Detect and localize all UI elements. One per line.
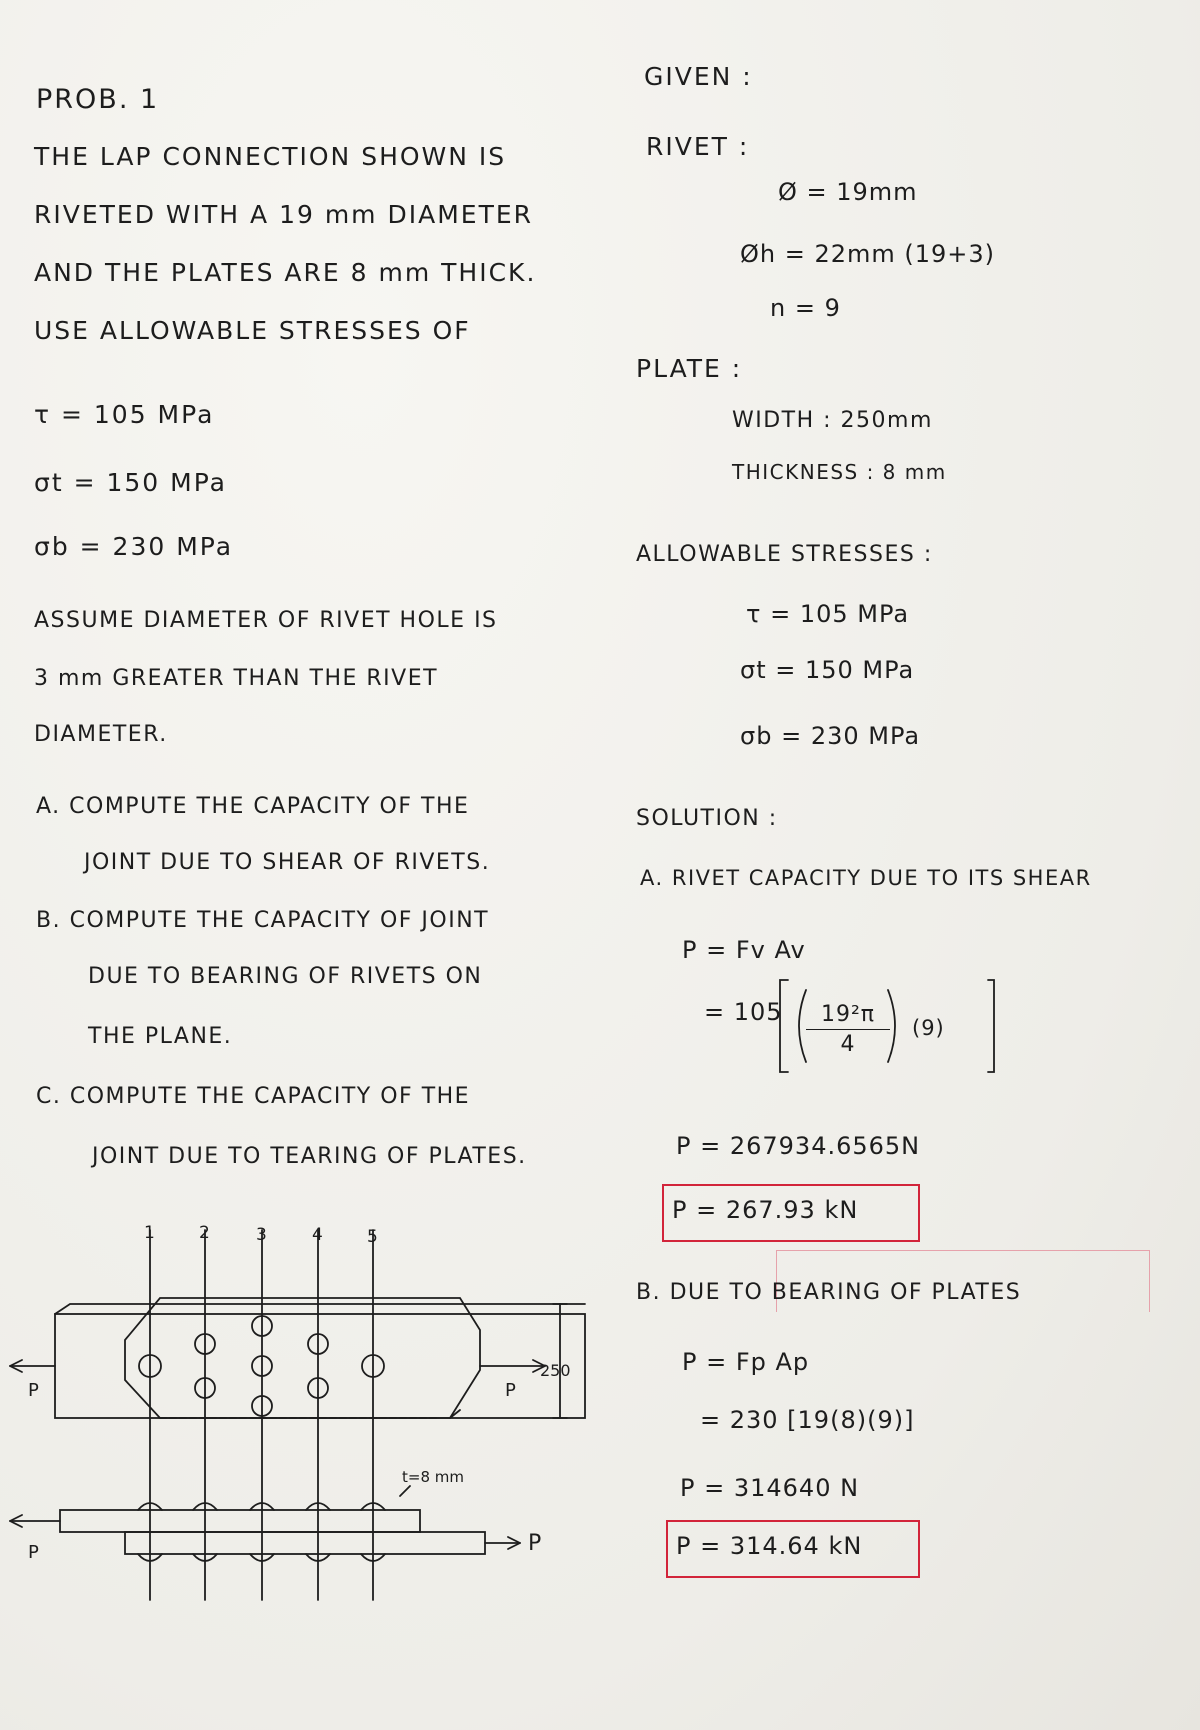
statement-line-4: USE ALLOWABLE STRESSES OF [34,316,471,345]
solution-a-heading: A. RIVET CAPACITY DUE TO ITS SHEAR [640,866,1092,890]
section-number-3: 3 [256,1225,267,1245]
side-plate-bottom [125,1532,485,1554]
section-number-2: 2 [199,1223,210,1243]
load-label-left: P [28,1380,39,1401]
assume-line-1: ASSUME DIAMETER OF RIVET HOLE IS [34,608,498,633]
section-number-1: 1 [144,1223,155,1243]
statement-line-3: AND THE PLATES ARE 8 mm THICK. [34,258,537,287]
stress-tau: τ = 105 MPa [34,400,215,429]
stress-sigma-b: σb = 230 MPa [34,532,234,561]
allowable-stresses-heading: ALLOWABLE STRESSES : [636,542,933,567]
solution-b-answer: P = 314.64 kN [676,1532,863,1560]
solution-b-formula: P = Fp Ap [682,1348,810,1376]
solution-a-rivet-count: (9) [912,1016,945,1040]
part-c-line-1: C. COMPUTE THE CAPACITY OF THE [36,1084,471,1109]
plate-thickness: THICKNESS : 8 mm [732,460,947,484]
load-label-side-right: P [528,1531,542,1556]
solution-b-substitution: = 230 [19(8)(9)] [700,1406,915,1434]
solution-b-heading: B. DUE TO BEARING OF PLATES [636,1280,1022,1305]
side-plate-top [60,1510,420,1532]
rivet-diameter: Ø = 19mm [778,178,918,206]
load-label-side-left: P [28,1542,39,1563]
solution-a-coefficient: = 105 [704,998,783,1026]
part-b-line-3: THE PLANE. [88,1024,233,1049]
part-a-line-2: JOINT DUE TO SHEAR OF RIVETS. [84,850,491,875]
solution-b-result: P = 314640 N [680,1474,860,1502]
statement-line-1: THE LAP CONNECTION SHOWN IS [34,142,507,171]
hole-diameter: Øh = 22mm (19+3) [740,240,996,268]
load-label-right: P [505,1380,516,1401]
solution-a-fraction [806,1002,890,1057]
solution-a-answer: P = 267.93 kN [672,1196,859,1224]
part-c-line-2: JOINT DUE TO TEARING OF PLATES. [92,1144,527,1169]
fraction-numerator: 19²π [806,1002,890,1030]
stress-sigma-t: σt = 150 MPa [34,468,227,497]
thickness-label: t=8 mm [402,1468,464,1486]
part-b-line-2: DUE TO BEARING OF RIVETS ON [88,964,483,989]
given-sigma-b: σb = 230 MPa [740,722,921,750]
solution-a-result: P = 267934.6565N [676,1132,921,1160]
part-b-line-1: B. COMPUTE THE CAPACITY OF JOINT [36,908,490,933]
given-sigma-t: σt = 150 MPa [740,656,915,684]
fraction-denominator: 4 [840,1032,856,1057]
rivet-count: n = 9 [770,294,841,322]
plate-width: WIDTH : 250mm [732,408,933,433]
solution-a-formula: P = Fv Av [682,936,806,964]
rivet-heading: RIVET : [646,132,750,161]
statement-line-2: RIVETED WITH A 19 mm DIAMETER [34,200,534,229]
part-a-line-1: A. COMPUTE THE CAPACITY OF THE [36,794,470,819]
given-tau: τ = 105 MPa [746,600,910,628]
given-title: GIVEN : [644,62,753,91]
plate-heading: PLATE : [636,354,743,383]
width-dimension-label: 250 [540,1361,571,1380]
problem-title: PROB. 1 [36,84,160,115]
assume-line-3: DIAMETER. [34,722,168,747]
solution-heading: SOLUTION : [636,806,778,831]
section-number-5: 5 [367,1227,378,1247]
section-number-4: 4 [312,1225,323,1245]
assume-line-2: 3 mm GREATER THAN THE RIVET [34,666,439,691]
lap-plate [125,1298,480,1418]
lap-joint-figure [0,1220,600,1610]
